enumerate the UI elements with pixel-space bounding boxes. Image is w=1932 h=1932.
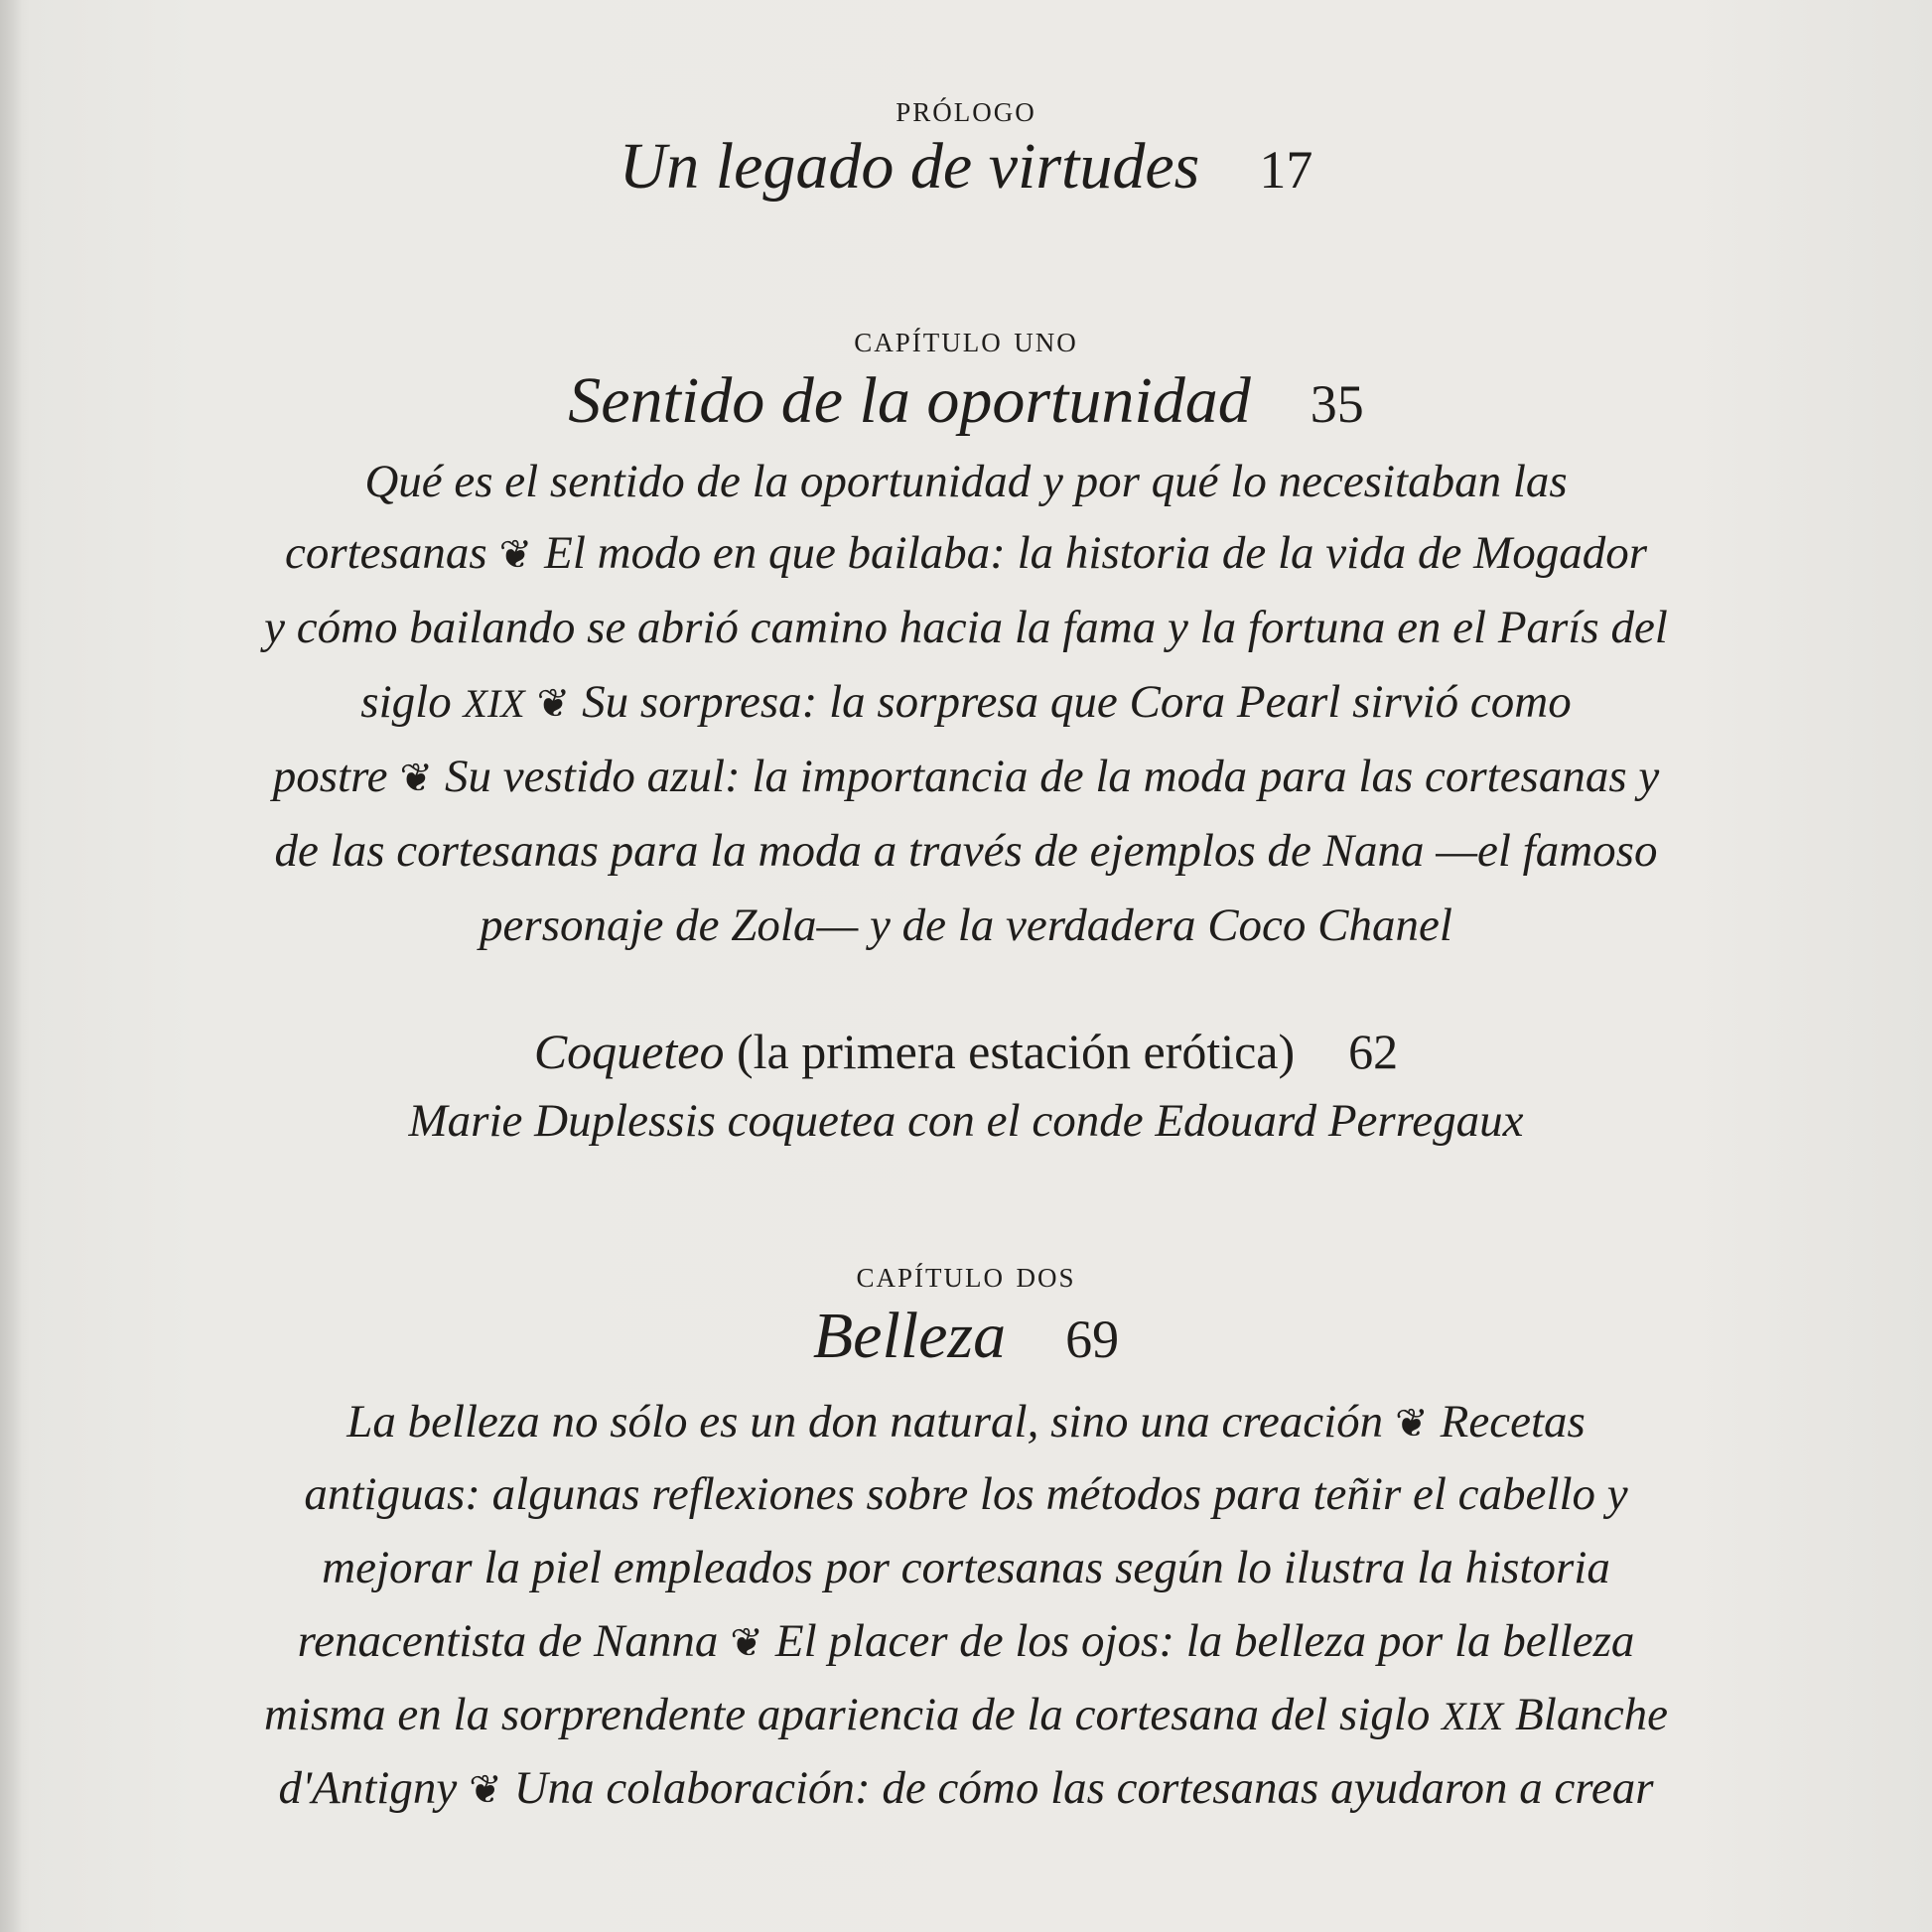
desc-text: Blanche — [1515, 1689, 1669, 1740]
fleuron-icon: ❦ — [469, 1767, 502, 1812]
desc-text: Qué es el sentido de la oportunidad y por qué lo necesitaban las — [364, 456, 1568, 507]
desc-text: antiguas: algunas reflexiones sobre los métodos para teñir el cabello y — [304, 1468, 1628, 1520]
chapter1-desc-line — [0, 898, 1932, 952]
chapter1-desc-line — [0, 455, 1932, 508]
chapter2-desc-line — [0, 1467, 1932, 1521]
section-coqueteo-desc: Marie Duplessis coquetea con el conde Edouard Perregaux — [408, 1095, 1524, 1147]
desc-text: cortesanas — [284, 527, 487, 579]
section-title: Coqueteo — [533, 1024, 725, 1079]
desc-text: Su vestido azul: la importancia de la moda para las cortesanas y — [445, 751, 1660, 802]
chapter2-desc-line — [0, 1688, 1932, 1741]
desc-text: de las cortesanas para la moda a través de ejemplos de Nana —el famoso — [274, 825, 1658, 877]
roman-numeral: XIX — [463, 681, 525, 726]
chapter1-title: Sentido de la oportunidad — [568, 364, 1251, 437]
fleuron-icon: ❦ — [498, 532, 533, 577]
desc-text: siglo — [360, 676, 452, 728]
chapter1-desc-line — [0, 675, 1932, 729]
fleuron-icon: ❦ — [730, 1620, 763, 1665]
chapter1-desc-line — [0, 526, 1932, 580]
section-page-number: 62 — [1348, 1024, 1399, 1079]
prologue-label: prólogo — [896, 88, 1036, 130]
chapter1-heading — [0, 363, 1932, 439]
prologue-page-number: 17 — [1259, 140, 1313, 200]
desc-text: personaje de Zola— y de la verdadera Coco Chanel — [480, 899, 1452, 951]
prologue-title: Un legado de virtudes — [619, 130, 1200, 203]
desc-text: La belleza no sólo es un don natural, sino una creación — [346, 1396, 1384, 1448]
desc-text: misma en la sorprendente apariencia de la cortesana del siglo — [263, 1689, 1431, 1740]
chapter2-title: Belleza — [812, 1300, 1007, 1372]
section-coqueteo-heading — [0, 1023, 1932, 1080]
chapter2-page-number: 69 — [1065, 1310, 1120, 1369]
desc-text: Recetas — [1440, 1396, 1586, 1448]
fleuron-icon: ❦ — [399, 756, 434, 800]
chapter2-heading — [0, 1299, 1932, 1374]
roman-numeral: XIX — [1442, 1694, 1504, 1738]
desc-text: y cómo bailando se abrió camino hacia la fama y la fortuna en el París del — [264, 602, 1668, 653]
chapter2-desc-line — [0, 1614, 1932, 1668]
chapter2-label: capítulo dos — [856, 1254, 1076, 1296]
desc-text: postre — [272, 751, 388, 802]
prologue-heading — [0, 129, 1932, 205]
chapter1-desc-line — [0, 824, 1932, 878]
fleuron-icon: ❦ — [1395, 1401, 1429, 1446]
desc-text: Una colaboración: de cómo las cortesanas ayudaron a crear — [513, 1762, 1654, 1814]
desc-text: d'Antigny — [278, 1762, 458, 1814]
desc-text: mejorar la piel empleados por cortesanas según lo ilustra la historia — [322, 1542, 1610, 1593]
desc-text: Su sorpresa: la sorpresa que Cora Pearl sirvió como — [582, 676, 1572, 728]
chapter1-label: capítulo uno — [854, 319, 1078, 360]
section-title-rest: (la primera estación erótica) — [736, 1024, 1296, 1079]
chapter2-desc-line — [0, 1395, 1932, 1449]
desc-text: El placer de los ojos: la belleza por la belleza — [774, 1615, 1635, 1667]
desc-text: El modo en que bailaba: la historia de la vida de Mogador — [544, 527, 1648, 579]
desc-text: renacentista de Nanna — [297, 1615, 719, 1667]
chapter2-desc-line — [0, 1761, 1932, 1815]
chapter1-page-number: 35 — [1310, 374, 1364, 434]
chapter1-desc-line — [0, 750, 1932, 803]
chapter2-desc-line — [0, 1541, 1932, 1594]
fleuron-icon: ❦ — [536, 681, 571, 726]
chapter1-desc-line — [0, 601, 1932, 654]
